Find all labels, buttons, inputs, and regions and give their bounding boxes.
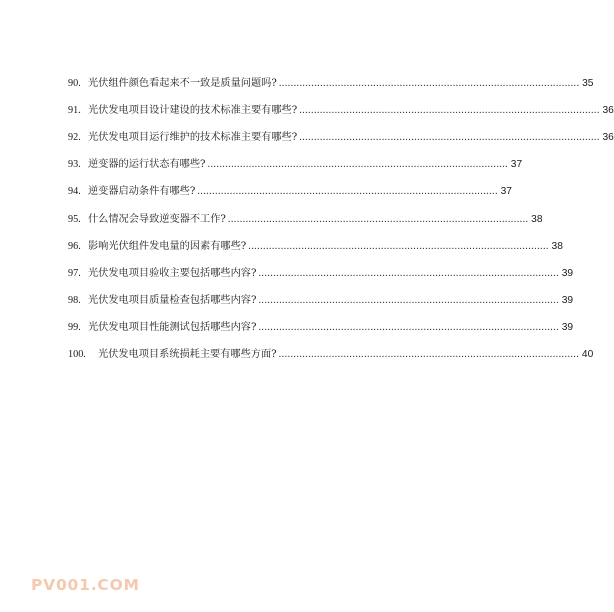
- toc-leader-dots: ......................................................................................................: [258, 295, 560, 307]
- toc-entry-95[interactable]: [68, 206, 543, 233]
- watermark-logo-text: PV001.COM: [31, 576, 140, 594]
- toc-entry-title: 光伏发电项目设计建设的技术标准主要有哪些?: [88, 104, 298, 116]
- toc-entry-number: 94.: [68, 186, 81, 198]
- toc-leader-dots: ......................................................................................................: [197, 186, 498, 198]
- toc-entry-title: 逆变器的运行状态有哪些?: [88, 159, 206, 171]
- toc-entry-page: 38: [531, 213, 543, 225]
- toc-entry-title: 光伏发电项目系统损耗主要有哪些方面?: [98, 349, 277, 361]
- toc-entry-100[interactable]: [68, 342, 594, 369]
- toc-entry-94[interactable]: [68, 179, 512, 206]
- toc-entry-page: 36: [602, 131, 614, 143]
- toc-entry-92[interactable]: [68, 124, 614, 151]
- toc-entry-title: 光伏发电项目质量检查包括哪些内容?: [88, 295, 257, 307]
- toc-entry-title: 光伏发电项目性能测试包括哪些内容?: [88, 322, 257, 334]
- toc-entry-page: 38: [551, 240, 563, 252]
- toc-leader-dots: ......................................................................................................: [278, 349, 580, 361]
- toc-entry-page: 37: [500, 186, 512, 198]
- toc-entry-page: 37: [510, 159, 523, 171]
- toc-leader-dots: ......................................................................................................: [248, 240, 549, 252]
- toc-entry-number: 95.: [68, 213, 81, 225]
- table-of-contents: [68, 70, 614, 369]
- toc-entry-number: 100.: [68, 349, 86, 361]
- toc-entry-number: 99.: [68, 322, 81, 334]
- toc-entry-97[interactable]: [68, 260, 574, 287]
- toc-entry-page: 39: [561, 267, 574, 279]
- toc-entry-number: 92.: [68, 131, 81, 143]
- toc-leader-dots: ......................................................................................................: [278, 77, 580, 89]
- toc-entry-page: 40: [581, 349, 594, 361]
- toc-entry-99[interactable]: [68, 315, 574, 342]
- toc-entry-number: 97.: [68, 267, 81, 279]
- toc-leader-dots: ......................................................................................................: [258, 267, 560, 279]
- toc-entry-96[interactable]: [68, 233, 563, 260]
- toc-leader-dots: ......................................................................................................: [227, 213, 529, 225]
- toc-entry-page: 35: [582, 77, 594, 89]
- toc-leader-dots: ......................................................................................................: [299, 104, 600, 116]
- toc-entry-number: 96.: [68, 240, 81, 252]
- toc-entry-title: 光伏组件颜色看起来不一致是质量问题吗?: [88, 77, 277, 89]
- toc-entry-title: 影响光伏组件发电量的因素有哪些?: [88, 240, 247, 252]
- toc-entry-93[interactable]: [68, 152, 523, 179]
- toc-entry-number: 90.: [68, 77, 81, 89]
- toc-entry-page: 39: [561, 322, 574, 334]
- toc-entry-title: 什么情况会导致逆变器不工作?: [88, 213, 226, 225]
- toc-entry-90[interactable]: [68, 70, 594, 97]
- toc-leader-dots: ......................................................................................................: [299, 131, 600, 143]
- toc-entry-number: 93.: [68, 159, 81, 171]
- toc-entry-91[interactable]: [68, 97, 614, 124]
- toc-entry-page: 39: [561, 295, 574, 307]
- toc-entry-title: 光伏发电项目运行维护的技术标准主要有哪些?: [88, 131, 298, 143]
- toc-entry-page: 36: [602, 104, 614, 116]
- toc-leader-dots: ......................................................................................................: [258, 322, 560, 334]
- toc-leader-dots: ......................................................................................................: [207, 159, 509, 171]
- toc-entry-number: 91.: [68, 104, 81, 116]
- toc-entry-title: 光伏发电项目验收主要包括哪些内容?: [88, 267, 257, 279]
- toc-entry-number: 98.: [68, 295, 81, 307]
- toc-entry-98[interactable]: [68, 288, 574, 315]
- toc-entry-title: 逆变器启动条件有哪些?: [88, 186, 196, 198]
